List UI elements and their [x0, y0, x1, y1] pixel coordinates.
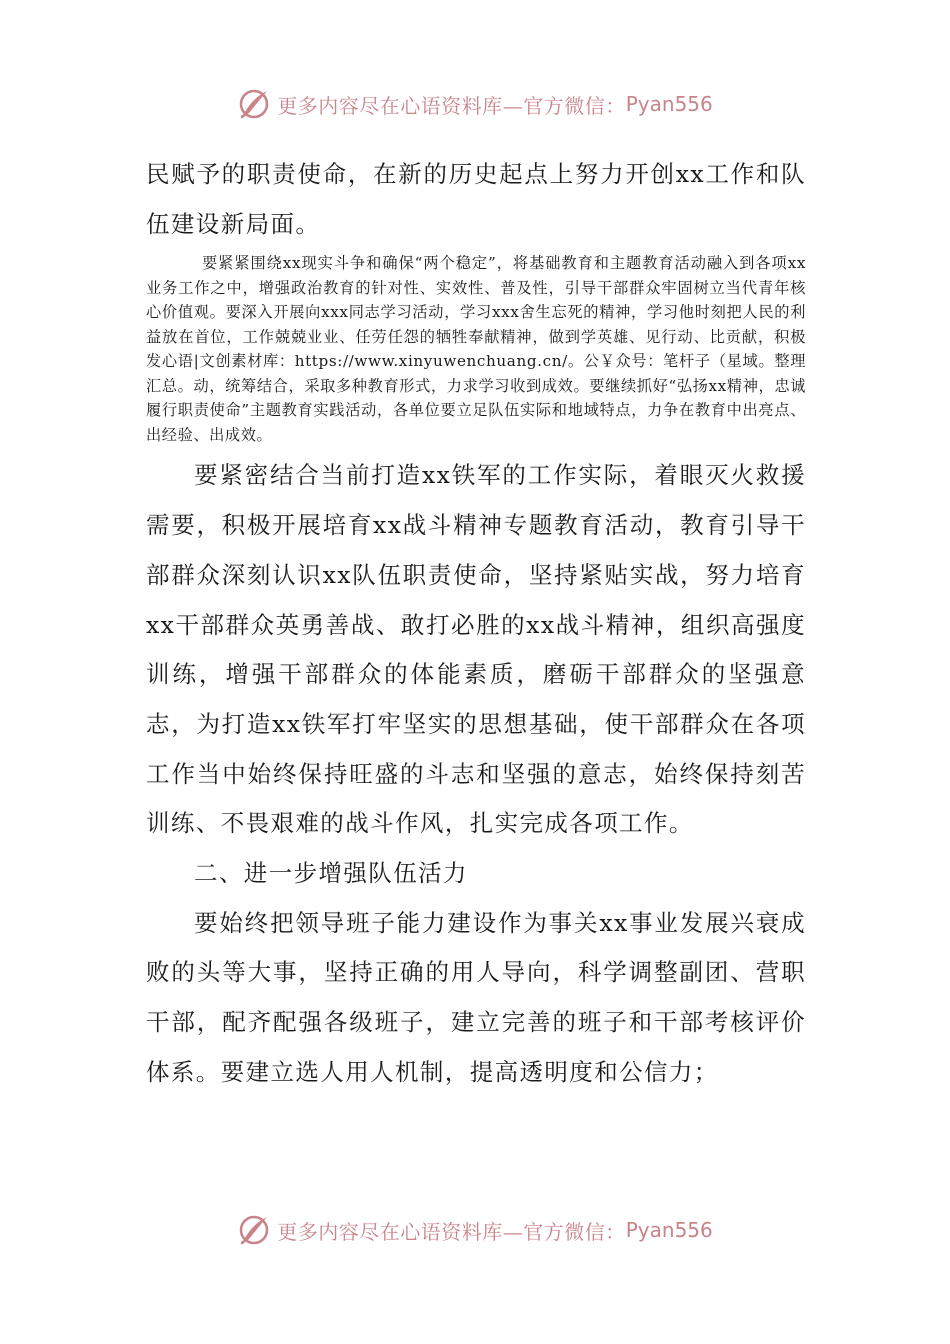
document-body [146, 150, 806, 1098]
paragraph-small-print: 要紧紧围绕xx现实斗争和确保“两个稳定”，将基础教育和主题教育活动融入到各项xx业务工作之中，增强政治教育的针对性、实效性、普及性，引导干部群众牢固树立当代青年核心价值观。要深入开展向xxx同志学习活动，学习xxx舍生忘死的精神，学习他时刻把人民的利益放在首位，工作兢兢业业、任劳任怨的牺牲奉献精神，做到学英雄、见行动、比贡献，积极发心语|文创素材库：https://www.xinyuwenchuang.cn/。公￥众号：笔杆子（星域。整理汇总。动，统筹结合，采取多种教育形式，力求学习收到成效。要继续抓好“弘扬xx精神，忠诚履行职责使命”主题教育实践活动，各单位要立足队伍实际和地域特点，力争在教育中出亮点、出经验、出成效。 [146, 254, 806, 444]
paragraph-training: 要紧密结合当前打造xx铁军的工作实际，着眼灭火救援需要，积极开展培育xx战斗精神专题教育活动，教育引导干部群众深刻认识xx队伍职责使命，坚持紧贴实战，努力培育xx干部群众英勇善战、敢打必胜的xx战斗精神，组织高强度训练，增强干部群众的体能素质，磨砺干部群众的坚强意志，为打造xx铁军打牢坚实的思想基础，使干部群众在各项工作当中始终保持旺盛的斗志和坚强的意志，始终保持刻苦训练、不畏艰难的战斗作风，扎实完成各项工作。 [146, 461, 806, 838]
paragraph-leadership: 要始终把领导班子能力建设作为事关xx事业发展兴衰成败的头等大事，坚持正确的用人导向，科学调整副团、营职干部，配齐配强各级班子，建立完善的班子和干部考核评价体系。要建立选人用人机制，提高透明度和公信力； [146, 908, 806, 1086]
paragraph-continuation: 民赋予的职责使命，在新的历史起点上努力开创xx工作和队伍建设新局面。 [146, 160, 806, 238]
watermark-account: Pyan556 [625, 1218, 713, 1242]
watermark-text: 更多内容尽在心语资料库—官方微信： [277, 93, 626, 118]
brush-logo-icon [237, 86, 273, 122]
watermark-text: 更多内容尽在心语资料库—官方微信： [277, 1219, 626, 1244]
watermark-account: Pyan556 [625, 92, 713, 116]
section-heading: 二、进一步增强队伍活力 [194, 859, 468, 888]
watermark-banner-top [0, 84, 950, 124]
watermark-banner-bottom [0, 1210, 950, 1250]
brush-logo-icon [237, 1212, 273, 1248]
